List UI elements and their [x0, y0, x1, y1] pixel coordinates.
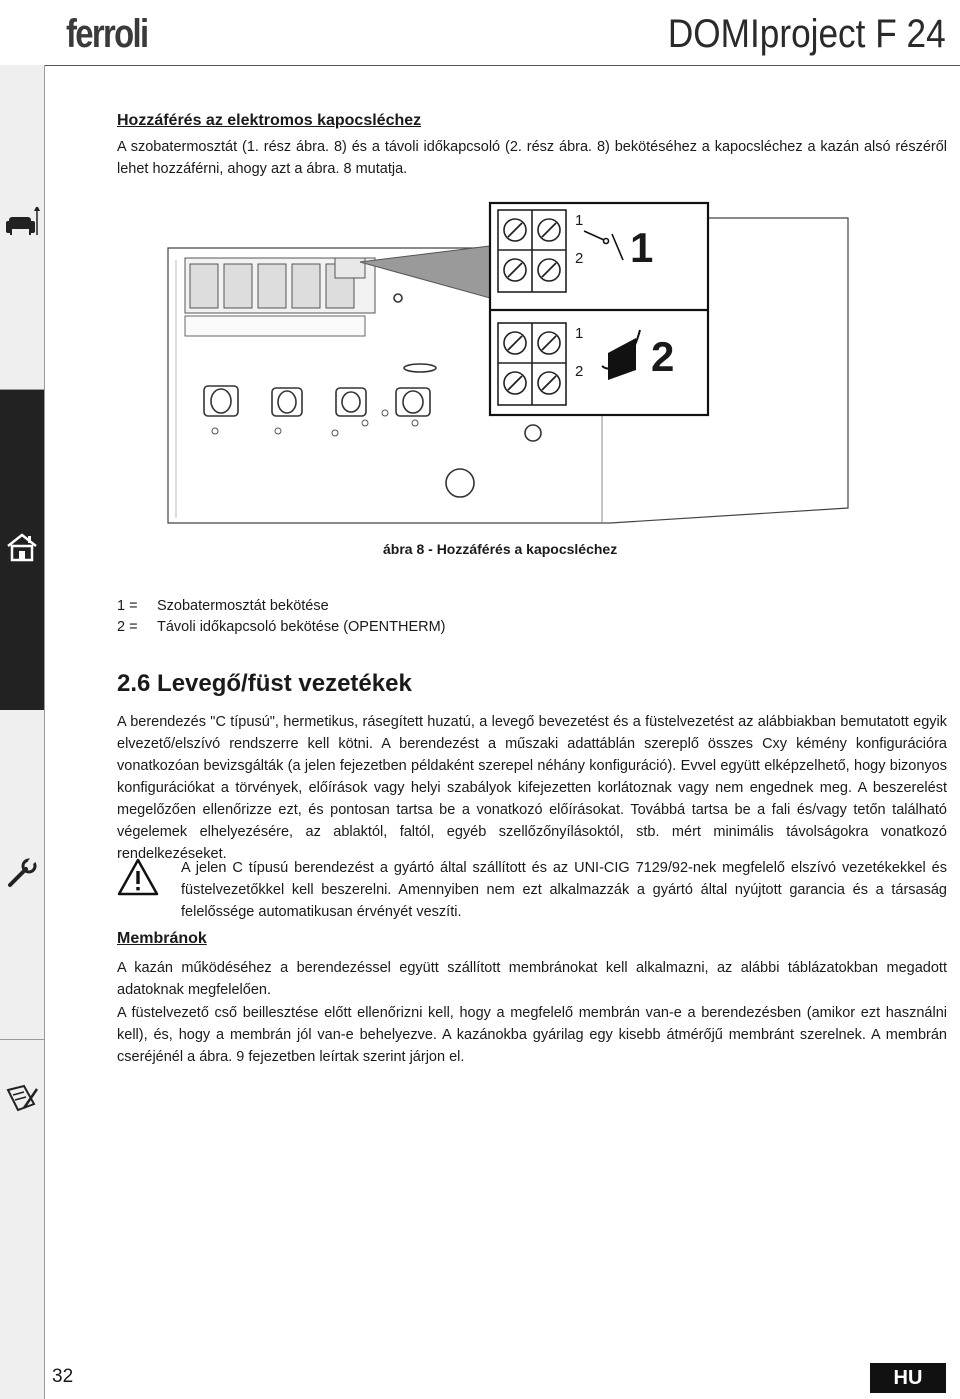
callout-thermostat: 1	[630, 224, 654, 271]
callout-remote-timer: 2	[651, 333, 675, 380]
legend-item	[117, 616, 446, 638]
figure-caption: ábra 8 - Hozzáférés a kapocsléchez	[383, 541, 618, 557]
legend-key: 1 =	[117, 598, 138, 614]
warning-paragraph: A jelen C típusú berendezést a gyártó által szállított és az UNI-CIG 7129/92-nek megfelelő elszívó vezetékekkel és füstelvezetőkkel kell beszerelni. Amennyiben nem ezt alkalmazzák a gyártó által nyújtott garancia és a társaság felelőssége automatikusan érvényét veszíti.	[181, 860, 947, 920]
terminal-label-1: 1	[575, 325, 584, 342]
terminal-access-paragraph: A szobatermosztát (1. rész ábra. 8) és a távoli időkapcsoló (2. rész ábra. 8) bekötéséhez a kapocsléchez a kazán alsó részéről lehet hozzáférni, ahogy azt a ábra. 8 mutatja.	[117, 139, 947, 177]
page-number: 32	[52, 1366, 74, 1387]
header-rule	[44, 65, 960, 66]
ferroli-logo: ferroli	[66, 12, 148, 56]
tab-installation[interactable]	[0, 390, 44, 710]
legend-key: 2 =	[117, 619, 138, 635]
house-icon	[4, 530, 40, 566]
terminal-label-2: 2	[575, 250, 584, 267]
document-title: DOMIproject F 24	[668, 12, 946, 56]
membranes-paragraph-2: A füstelvezető cső beillesztése előtt ellenőrizni kell, hogy a megfelelő membrán van-e a berendezésben (amikor ezt használni kell), és, hogy a membrán jól van-e behelyezve. A kazánokba gyárilag egy kisebb átmérőjű membránt szerelnek. A membrán cseréjénél a ábra. 9 fejezetben leírtak szerint járjon el.	[117, 1005, 947, 1065]
legend-item	[117, 595, 329, 617]
warning-icon	[117, 858, 159, 896]
tab-data[interactable]	[0, 1040, 44, 1399]
legend-text: Szobatermosztát bekötése	[157, 598, 329, 614]
terminal-label-1: 1	[575, 212, 584, 229]
language-badge: HU	[870, 1363, 946, 1393]
sofa-icon	[4, 205, 40, 241]
section-title-flue-ducts: 2.6 Levegő/füst vezetékek	[117, 670, 412, 697]
flue-ducts-paragraph: A berendezés "C típusú", hermetikus, rásegített huzatú, a levegő bevezetést és a füstelvezetést az alábbiakban bemutatott egyik elvezető/elszívó rendszerre kell kötni. A berendezést a műszaki adattáblán szereplő összes Cxy kémény konfigurációra vonatkozóan bevizsgálták (a jelen fejezetben példaként szerepel néhány konfiguráció). Evvel együtt elképzelhető, hogy bizonyos konfigurációkat a törvények, előírások vagy helyi szabályok kifejezetten korlátoznak vagy nem engednek meg. A beszerelést megelőzően ellenőrizze ezt, és pontosan tartsa be a vonatkozó előírásokat. Továbbá tartsa be a fali és/vagy tetőn található végelemek elhelyezésére, az ablaktól, faltól, egyéb szellőzőnyílásoktól, stb. mért minimális távolságokra vonatkozó rendelkezéseket.	[117, 714, 947, 862]
section-heading-terminal-access: Hozzáférés az elektromos kapocsléchez	[117, 112, 422, 129]
terminal-board-diagram	[160, 198, 860, 528]
tab-service[interactable]	[0, 710, 44, 1040]
legend-text: Távoli időkapcsoló bekötése (OPENTHERM)	[157, 619, 446, 635]
checklist-icon	[4, 1080, 40, 1116]
section-heading-membranes: Membránok	[117, 930, 207, 947]
membranes-paragraph-1: A kazán működéséhez a berendezéssel együtt szállított membránokat kell alkalmazni, az alábbi táblázatokban megadott adatoknak megfelelően.	[117, 960, 947, 998]
wrench-icon	[4, 855, 40, 891]
tab-user[interactable]	[0, 65, 44, 390]
section-tab-strip	[0, 65, 45, 1399]
terminal-label-2: 2	[575, 363, 584, 380]
